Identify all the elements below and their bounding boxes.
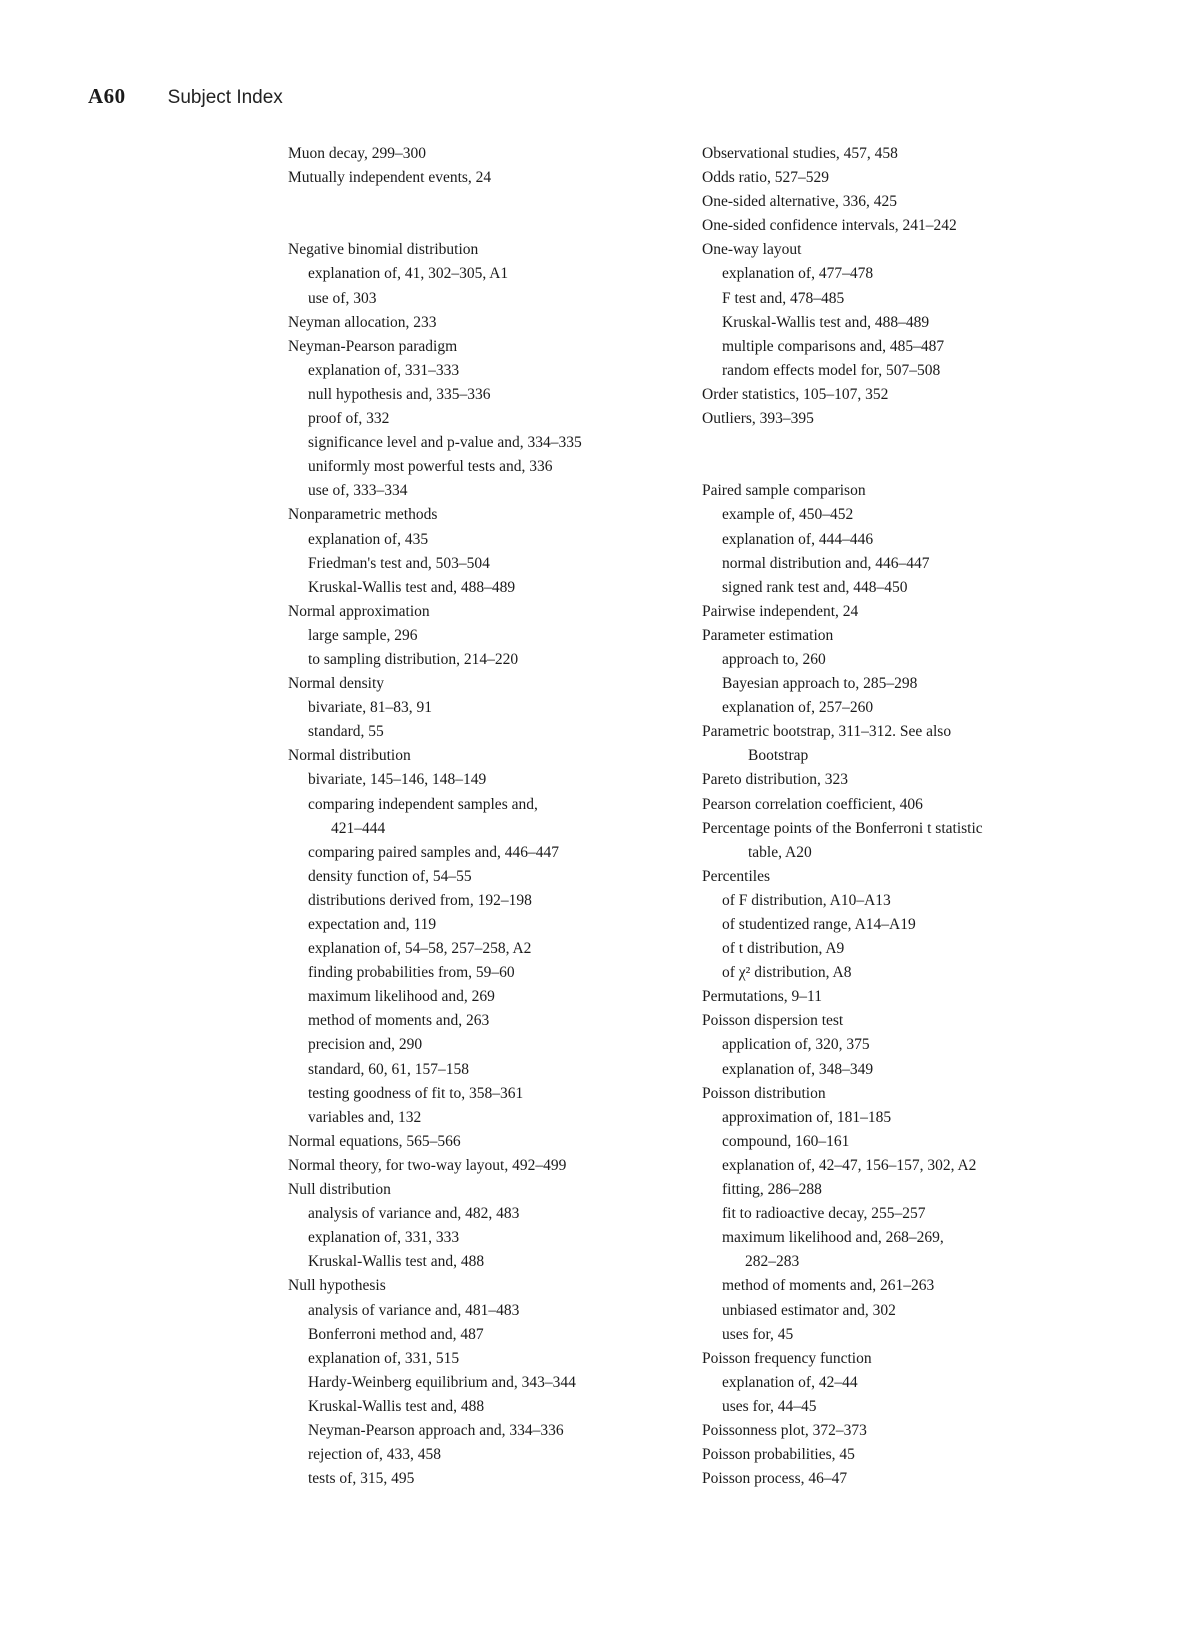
index-subentry: application of, 320, 375 <box>722 1036 870 1054</box>
index-subentry: variables and, 132 <box>308 1108 422 1126</box>
index-subentry: tests of, 315, 495 <box>308 1470 415 1488</box>
index-subentry: standard, 60, 61, 157–158 <box>308 1060 470 1078</box>
index-subentry: Bonferroni method and, 487 <box>308 1325 484 1343</box>
index-subentry-continuation: 421–444 <box>331 819 386 837</box>
index-subentry: explanation of, 477–478 <box>722 265 874 283</box>
index-subentry: analysis of variance and, 481–483 <box>308 1301 520 1319</box>
index-subentry: fit to radioactive decay, 255–257 <box>722 1205 926 1223</box>
index-subentry: uses for, 45 <box>722 1325 794 1343</box>
index-subentry: of χ² distribution, A8 <box>722 964 852 982</box>
index-subentry: explanation of, 331, 515 <box>308 1349 460 1367</box>
index-subentry: use of, 333–334 <box>308 482 408 500</box>
index-entry: Neyman allocation, 233 <box>288 313 437 331</box>
index-entry: Poisson probabilities, 45 <box>702 1446 855 1464</box>
index-subentry: finding probabilities from, 59–60 <box>308 964 515 982</box>
index-entry: Percentiles <box>702 867 771 885</box>
index-subentry: explanation of, 42–44 <box>722 1373 858 1391</box>
index-entry: Poisson frequency function <box>702 1349 872 1367</box>
index-subentry: explanation of, 42–47, 156–157, 302, A2 <box>722 1156 977 1174</box>
index-subentry: explanation of, 54–58, 257–258, A2 <box>308 940 532 958</box>
index-spacer <box>702 455 1092 479</box>
index-subentry: analysis of variance and, 482, 483 <box>308 1205 520 1223</box>
index-subentry: Friedman's test and, 503–504 <box>308 554 490 572</box>
index-subentry: normal distribution and, 446–447 <box>722 554 930 572</box>
index-entry: Poisson dispersion test <box>702 1012 844 1030</box>
index-entry: Observational studies, 457, 458 <box>702 145 898 162</box>
index-subentry: explanation of, 257–260 <box>722 699 874 717</box>
index-subentry: fitting, 286–288 <box>722 1181 822 1199</box>
index-subentry: explanation of, 348–349 <box>722 1060 874 1078</box>
index-subentry: of F distribution, A10–A13 <box>722 891 891 909</box>
index-subentry: comparing paired samples and, 446–447 <box>308 843 559 861</box>
index-subentry: uniformly most powerful tests and, 336 <box>308 458 553 476</box>
index-subentry: explanation of, 444–446 <box>722 530 874 548</box>
index-subentry: bivariate, 81–83, 91 <box>308 699 432 717</box>
index-entry-continuation: Bootstrap <box>748 747 809 765</box>
index-subentry: Hardy-Weinberg equilibrium and, 343–344 <box>308 1373 576 1391</box>
index-entry: One-sided alternative, 336, 425 <box>702 193 897 211</box>
index-entry: One-way layout <box>702 241 802 259</box>
index-entry: Parameter estimation <box>702 626 834 644</box>
index-spacer <box>288 190 668 214</box>
index-subentry: to sampling distribution, 214–220 <box>308 650 519 668</box>
index-entry: Nonparametric methods <box>288 506 438 524</box>
index-subentry: proof of, 332 <box>308 410 390 428</box>
index-subentry: null hypothesis and, 335–336 <box>308 385 491 403</box>
index-subentry: explanation of, 41, 302–305, A1 <box>308 265 509 283</box>
index-subentry: random effects model for, 507–508 <box>722 361 941 379</box>
index-subentry: testing goodness of fit to, 358–361 <box>308 1084 524 1102</box>
index-subentry: Kruskal-Wallis test and, 488–489 <box>722 313 930 331</box>
index-subentry: rejection of, 433, 458 <box>308 1446 442 1464</box>
index-entry: Pareto distribution, 323 <box>702 771 848 789</box>
index-entry: Neyman-Pearson paradigm <box>288 337 458 355</box>
index-entry: Parametric bootstrap, 311–312. See also <box>702 723 952 741</box>
index-entry: Odds ratio, 527–529 <box>702 169 830 187</box>
index-subentry: signed rank test and, 448–450 <box>722 578 908 596</box>
index-subentry: unbiased estimator and, 302 <box>722 1301 896 1319</box>
index-entry: Normal equations, 565–566 <box>288 1132 461 1150</box>
running-head: Subject Index <box>167 87 283 108</box>
index-subentry: bivariate, 145–146, 148–149 <box>308 771 487 789</box>
index-subentry: approximation of, 181–185 <box>722 1108 892 1126</box>
index-subentry: explanation of, 331, 333 <box>308 1229 460 1247</box>
index-subentry: precision and, 290 <box>308 1036 423 1054</box>
index-entry: Normal theory, for two-way layout, 492–499 <box>288 1156 567 1174</box>
index-entry: Percentage points of the Bonferroni t statistic <box>702 819 983 837</box>
index-subentry: of studentized range, A14–A19 <box>722 916 916 933</box>
index-subentry: Kruskal-Wallis test and, 488 <box>308 1397 485 1415</box>
index-subentry: method of moments and, 263 <box>308 1012 490 1030</box>
index-entry: Pairwise independent, 24 <box>702 602 859 620</box>
index-subentry: explanation of, 331–333 <box>308 361 460 379</box>
index-subentry: maximum likelihood and, 268–269, <box>722 1229 944 1247</box>
index-subentry: F test and, 478–485 <box>722 289 845 307</box>
index-subentry: of t distribution, A9 <box>722 940 845 958</box>
index-entry: One-sided confidence intervals, 241–242 <box>702 217 957 235</box>
index-subentry: expectation and, 119 <box>308 916 437 933</box>
index-entry: Pearson correlation coefficient, 406 <box>702 795 923 813</box>
index-subentry: large sample, 296 <box>308 626 418 644</box>
index-subentry: explanation of, 435 <box>308 530 429 548</box>
index-entry: Poissonness plot, 372–373 <box>702 1421 867 1439</box>
index-subentry: maximum likelihood and, 269 <box>308 988 495 1006</box>
index-spacer <box>702 431 1092 455</box>
index-subentry: Kruskal-Wallis test and, 488–489 <box>308 578 516 596</box>
index-entry: Negative binomial distribution <box>288 241 479 259</box>
index-subentry: compound, 160–161 <box>722 1132 850 1150</box>
index-entry: Null distribution <box>288 1181 391 1199</box>
index-subentry: method of moments and, 261–263 <box>722 1277 935 1295</box>
index-subentry: density function of, 54–55 <box>308 867 472 885</box>
index-subentry-continuation: 282–283 <box>745 1253 800 1271</box>
index-entry: Order statistics, 105–107, 352 <box>702 385 889 403</box>
index-subentry: Neyman-Pearson approach and, 334–336 <box>308 1421 564 1439</box>
index-subentry: approach to, 260 <box>722 650 826 668</box>
index-subentry: use of, 303 <box>308 289 377 307</box>
index-subentry: example of, 450–452 <box>722 506 854 524</box>
index-entry: Normal approximation <box>288 602 430 620</box>
index-entry: Poisson distribution <box>702 1084 826 1102</box>
index-entry: Muon decay, 299–300 <box>288 145 427 162</box>
index-subentry: distributions derived from, 192–198 <box>308 891 532 909</box>
index-entry-continuation: table, A20 <box>748 843 812 861</box>
index-column-right <box>702 142 1092 1491</box>
index-entry: Null hypothesis <box>288 1277 386 1295</box>
index-subentry: comparing independent samples and, <box>308 795 538 813</box>
index-entry: Permutations, 9–11 <box>702 988 822 1006</box>
index-entry: Paired sample comparison <box>702 482 866 500</box>
index-subentry: multiple comparisons and, 485–487 <box>722 337 945 355</box>
index-entry: Outliers, 393–395 <box>702 410 814 428</box>
index-subentry: Bayesian approach to, 285–298 <box>722 675 918 693</box>
index-entry: Mutually independent events, 24 <box>288 169 492 187</box>
index-subentry: significance level and p-value and, 334–335 <box>308 434 582 452</box>
index-subentry: Kruskal-Wallis test and, 488 <box>308 1253 485 1271</box>
page-number: A60 <box>88 84 126 108</box>
index-subentry: standard, 55 <box>308 723 384 741</box>
index-column-left <box>288 142 668 1491</box>
page-header <box>88 84 283 109</box>
index-entry: Normal density <box>288 675 384 693</box>
index-subentry: uses for, 44–45 <box>722 1397 817 1415</box>
index-spacer <box>288 214 668 238</box>
index-entry: Poisson process, 46–47 <box>702 1470 848 1488</box>
index-entry: Normal distribution <box>288 747 411 765</box>
